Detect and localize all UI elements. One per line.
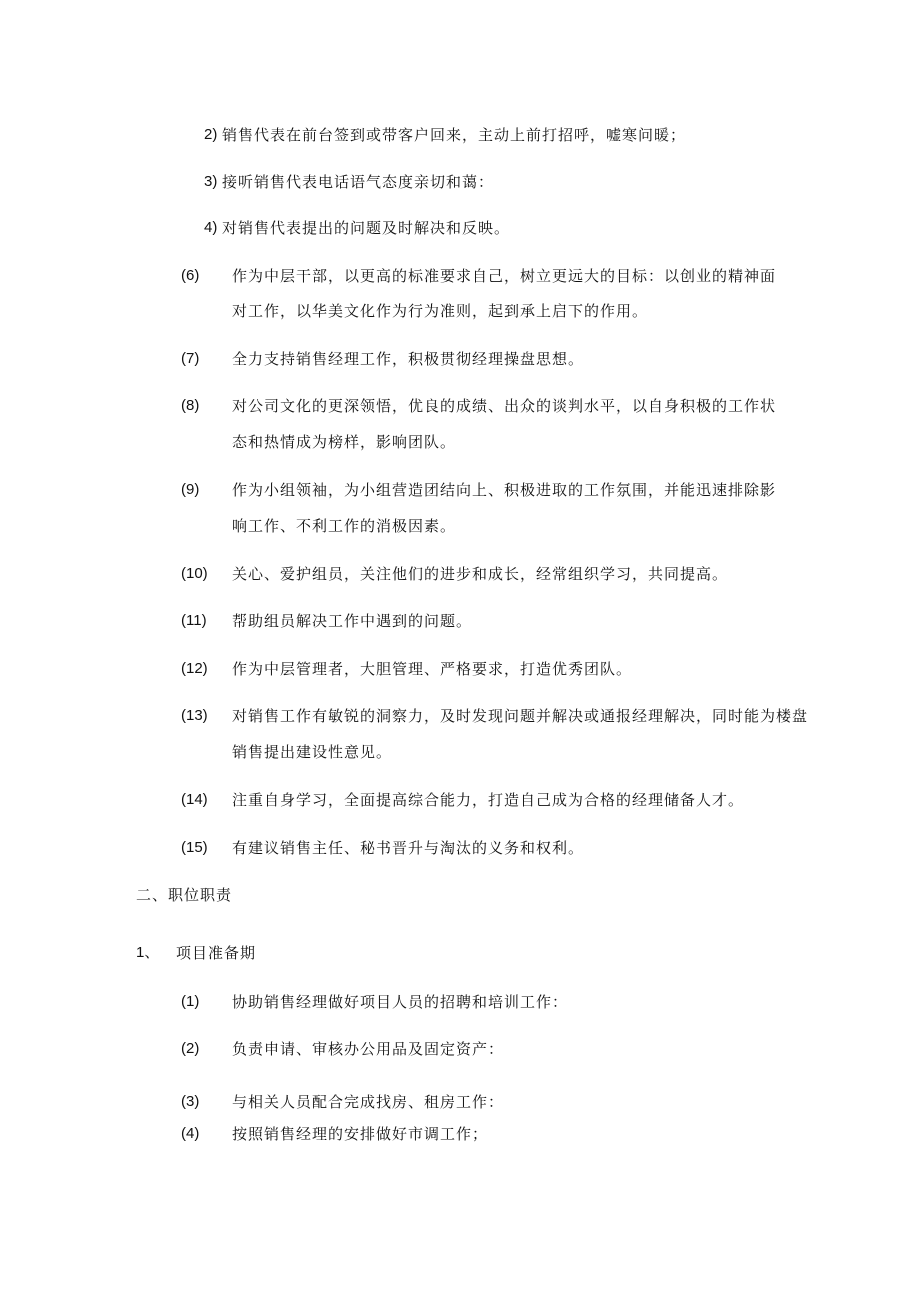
list-item-text: 作为中层干部，以更高的标准要求自己，树立更远大的目标：以创业的精神面 bbox=[232, 267, 777, 285]
list-item-number: (3) bbox=[181, 1093, 200, 1110]
list-item-number: (4) bbox=[181, 1125, 200, 1142]
list-item-text: 关心、爱护组员，关注他们的进步和成长，经常组织学习，共同提高。 bbox=[232, 565, 729, 583]
list-item-number: (7) bbox=[181, 350, 200, 367]
sub-item-text: 销售代表在前台签到或带客户回来，主动上前打招呼，嘘寒问暖； bbox=[222, 126, 687, 144]
list-item-number: (1) bbox=[181, 993, 200, 1010]
list-item-number: (14) bbox=[181, 791, 208, 808]
list-item-text: 注重自身学习，全面提高综合能力，打造自己成为合格的经理储备人才。 bbox=[232, 791, 745, 809]
list-item-number: (15) bbox=[181, 839, 208, 856]
list-item-number: (6) bbox=[181, 267, 200, 284]
section-heading: 二、职位职责 bbox=[136, 886, 233, 904]
subsection-number: 1、 bbox=[136, 944, 160, 961]
list-item-text: 按照销售经理的安排做好市调工作； bbox=[232, 1125, 489, 1143]
list-item-number: (8) bbox=[181, 397, 200, 414]
sub-item-text: 接听销售代表电话语气态度亲切和蔼： bbox=[222, 173, 495, 191]
list-item-text: 负责申请、审核办公用品及固定资产： bbox=[232, 1040, 505, 1058]
list-item-text: 响工作、不利工作的消极因素。 bbox=[232, 517, 457, 535]
list-item-number: (9) bbox=[181, 481, 200, 498]
list-item-number: (13) bbox=[181, 707, 208, 724]
list-item-text: 有建议销售主任、秘书晋升与淘汰的义务和权利。 bbox=[232, 839, 585, 857]
list-item-text: 与相关人员配合完成找房、租房工作： bbox=[232, 1093, 505, 1111]
sub-item-text: 对销售代表提出的问题及时解决和反映。 bbox=[222, 219, 511, 237]
list-item-number: (11) bbox=[181, 612, 207, 629]
list-item-text: 对公司文化的更深领悟，优良的成绩、出众的谈判水平，以自身积极的工作状 bbox=[232, 397, 777, 415]
list-item-text: 作为小组领袖，为小组营造团结向上、积极进取的工作氛围，并能迅速排除影 bbox=[232, 481, 777, 499]
list-item-text: 协助销售经理做好项目人员的招聘和培训工作： bbox=[232, 993, 569, 1011]
subsection-title: 项目准备期 bbox=[176, 944, 257, 962]
list-item-number: (12) bbox=[181, 660, 208, 677]
list-item-text: 全力支持销售经理工作，积极贯彻经理操盘思想。 bbox=[232, 350, 585, 368]
list-item-text: 对销售工作有敏锐的洞察力，及时发现问题并解决或通报经理解决，同时能为楼盘 bbox=[232, 707, 809, 725]
list-item-text: 帮助组员解决工作中遇到的问题。 bbox=[232, 612, 473, 630]
list-item-text: 态和热情成为榜样，影响团队。 bbox=[232, 433, 457, 451]
list-item-number: (2) bbox=[181, 1040, 200, 1057]
list-item-text: 销售提出建设性意见。 bbox=[232, 743, 393, 761]
sub-item-number: 4) bbox=[204, 219, 218, 236]
sub-item-number: 3) bbox=[204, 173, 218, 190]
list-item-number: (10) bbox=[181, 565, 208, 582]
list-item-text: 作为中层管理者，大胆管理、严格要求，打造优秀团队。 bbox=[232, 660, 633, 678]
sub-item-number: 2) bbox=[204, 126, 218, 143]
list-item-text: 对工作，以华美文化作为行为准则，起到承上启下的作用。 bbox=[232, 302, 649, 320]
